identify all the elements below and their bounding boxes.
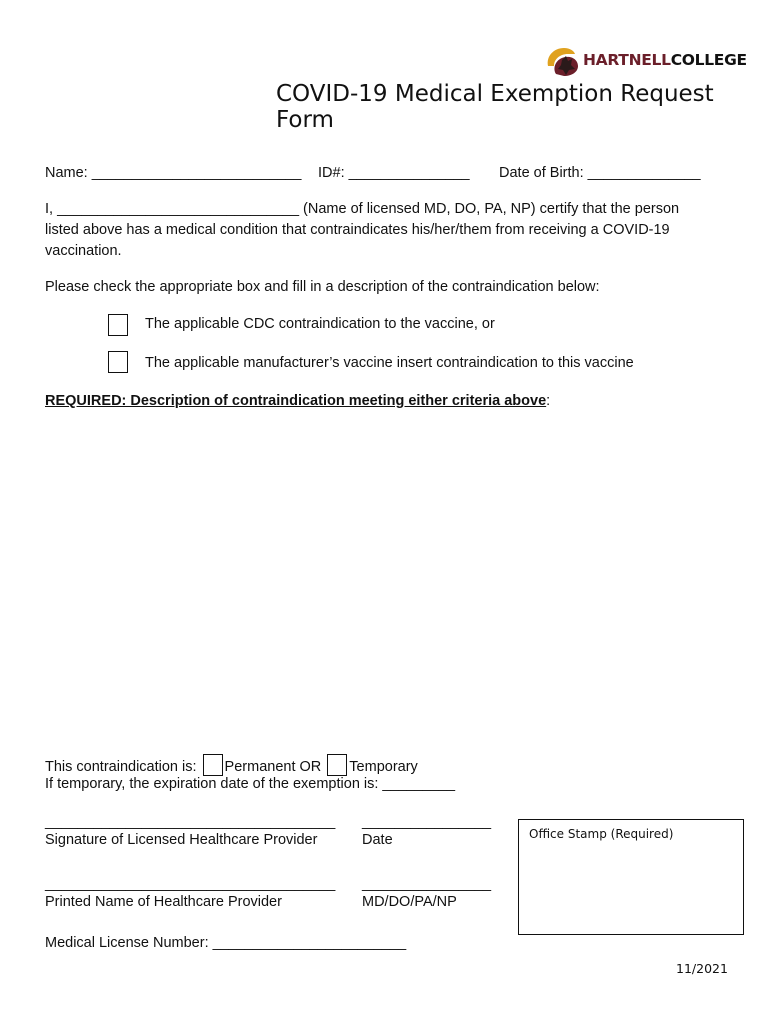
required-colon: :: [546, 393, 551, 409]
office-stamp-label: Office Stamp (Required): [529, 827, 674, 841]
credential-label: MD/DO/PA/NP: [362, 894, 457, 910]
temporary-checkbox[interactable]: [327, 754, 347, 776]
manufacturer-contraindication-checkbox[interactable]: [108, 351, 128, 373]
instruction-text: Please check the appropriate box and fill in a description of the contraindication below:: [45, 279, 600, 295]
certify-line-3: vaccination.: [45, 243, 122, 259]
duration-line: [45, 754, 418, 776]
id-field[interactable]: ID#: _______________: [318, 165, 470, 181]
medical-license-field[interactable]: Medical License Number: ________________________: [45, 935, 407, 951]
printed-name-label: Printed Name of Healthcare Provider: [45, 894, 282, 910]
permanent-checkbox[interactable]: [203, 754, 223, 776]
or-text: OR: [299, 759, 322, 775]
panther-emblem-icon: [544, 44, 584, 80]
dob-field[interactable]: Date of Birth: ______________: [499, 165, 701, 181]
logo-text-main: HARTNELL: [583, 51, 671, 69]
expiration-date-field[interactable]: If temporary, the expiration date of the exemption is: _________: [45, 776, 456, 792]
signature-line[interactable]: ____________________________________: [45, 814, 336, 830]
logo-text-secondary: COLLEGE: [670, 51, 747, 69]
permanent-label: Permanent: [224, 759, 296, 775]
cdc-contraindication-label: The applicable CDC contraindication to the vaccine, or: [145, 316, 495, 332]
description-area[interactable]: [45, 418, 725, 738]
name-field[interactable]: Name: __________________________: [45, 165, 302, 181]
signature-label: Signature of Licensed Healthcare Provider: [45, 832, 318, 848]
manufacturer-contraindication-label: The applicable manufacturer’s vaccine insert contraindication to this vaccine: [145, 355, 634, 371]
certify-line-2: listed above has a medical condition that contraindicates his/her/them from receiving a COVID-19: [45, 222, 670, 238]
duration-lead: This contraindication is:: [45, 759, 197, 775]
signature-date-label: Date: [362, 832, 393, 848]
form-revision-date: 11/2021: [676, 961, 728, 976]
temporary-label: Temporary: [349, 759, 418, 775]
logo-wordmark: [583, 51, 747, 69]
certification-paragraph: [45, 199, 725, 262]
form-title: COVID-19 Medical Exemption Request Form: [276, 81, 714, 133]
office-stamp-box: [518, 819, 744, 935]
certify-line-1[interactable]: I, ______________________________ (Name of licensed MD, DO, PA, NP) certify that the person: [45, 201, 680, 217]
cdc-contraindication-checkbox[interactable]: [108, 314, 128, 336]
printed-name-line[interactable]: ____________________________________: [45, 876, 336, 892]
signature-date-line[interactable]: ________________: [362, 814, 492, 830]
credential-line[interactable]: ________________: [362, 876, 492, 892]
required-label-text: REQUIRED: Description of contraindication meeting either criteria above: [45, 393, 547, 409]
required-description-label: [45, 393, 550, 409]
